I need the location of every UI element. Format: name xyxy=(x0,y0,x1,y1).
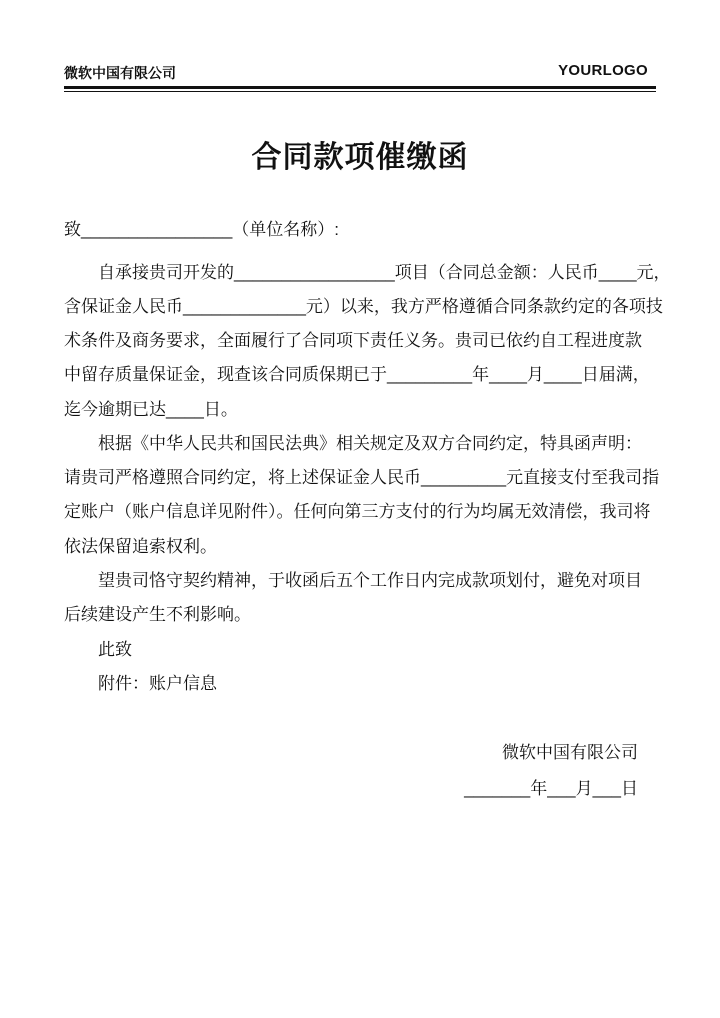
paragraph1-line: 术条件及商务要求，全面履行了合同项下责任义务。贵司已依约自工程进度款 xyxy=(64,331,642,350)
paragraph2-line: 根据《中华人民共和国民法典》相关规定及双方合同约定，特具函声明： xyxy=(98,434,642,453)
paragraph1-line: 含保证金人民币_____________元）以来，我方严格遵循合同条款约定的各项技 xyxy=(64,297,663,316)
header-rule-thick xyxy=(64,86,656,89)
signature-date: _______年___月___日 xyxy=(464,779,638,798)
signature-company: 微软中国有限公司 xyxy=(502,743,638,762)
paragraph1-line: 自承接贵司开发的_________________项目（合同总金额：人民币____元， xyxy=(98,263,671,282)
paragraph3-line: 望贵司恪守契约精神，于收函后五个工作日内完成款项划付，避免对项目 xyxy=(98,571,642,590)
paragraph2-line: 请贵司严格遵照合同约定，将上述保证金人民币_________元直接支付至我司指 xyxy=(64,468,660,487)
closing-text: 此致 xyxy=(98,640,132,659)
paragraph2-line: 依法保留追索权利。 xyxy=(64,537,217,556)
paragraph2-line: 定账户（账户信息详见附件）。任何向第三方支付的行为均属无效清偿，我司将 xyxy=(64,502,651,521)
header-logo: YOURLOGO xyxy=(558,62,648,79)
addressee-line: 致________________（单位名称）: xyxy=(64,220,339,239)
paragraph1-line: 中留存质量保证金，现查该合同质保期已于_________年____月____日届满， xyxy=(64,365,650,384)
attachment-text: 附件：账户信息 xyxy=(98,674,217,693)
document-title: 合同款项催缴函 xyxy=(251,141,469,174)
paragraph3-line: 后续建设产生不利影响。 xyxy=(64,605,251,624)
header-rule-thin xyxy=(64,91,656,92)
header-company: 微软中国有限公司 xyxy=(64,65,176,81)
paragraph1-line: 迄今逾期已达____日。 xyxy=(64,400,238,419)
